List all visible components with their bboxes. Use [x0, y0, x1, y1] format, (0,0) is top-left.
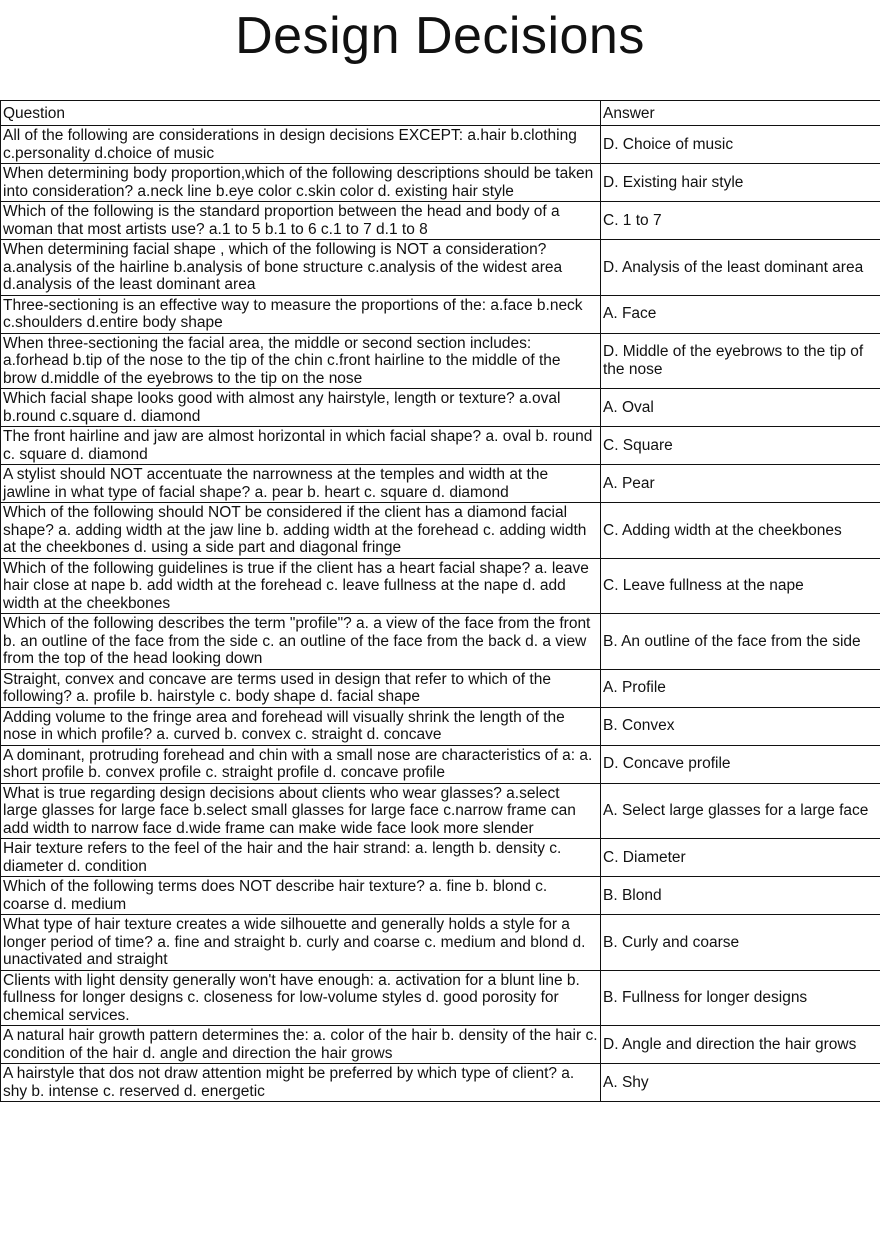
answer-cell: C. Leave fullness at the nape: [601, 558, 880, 614]
answer-cell: A. Select large glasses for a large face: [601, 783, 880, 839]
table-row: [1, 295, 880, 333]
question-cell: Which of the following describes the term "profile"? a. a view of the face from the front b. an outline of the face from the side c. an outline of the face from the back d. a view from the top of the head looking down: [1, 614, 601, 670]
question-cell: What type of hair texture creates a wide silhouette and generally holds a style for a longer period of time? a. fine and straight b. curly and coarse c. medium and blond d. unactivated and straight: [1, 915, 601, 971]
answer-cell: B. Curly and coarse: [601, 915, 880, 971]
table-row: [1, 240, 880, 296]
answer-cell: C. Square: [601, 427, 880, 465]
table-row: [1, 389, 880, 427]
page-title: Design Decisions: [235, 7, 645, 65]
table-row: [1, 164, 880, 202]
answer-cell: A. Profile: [601, 669, 880, 707]
answer-cell: B. An outline of the face from the side: [601, 614, 880, 670]
table-row: [1, 614, 880, 670]
question-cell: When three-sectioning the facial area, the middle or second section includes: a.forhead b.tip of the nose to the tip of the chin c.front hairline to the middle of the brow d.middle of the eyebrows to the tip on the nose: [1, 333, 601, 389]
answer-cell: B. Convex: [601, 707, 880, 745]
table-row: [1, 126, 880, 164]
question-cell: Clients with light density generally won't have enough: a. activation for a blunt line b. fullness for longer designs c. closeness for low-volume styles d. good porosity for chemical services.: [1, 970, 601, 1026]
answer-cell: A. Pear: [601, 465, 880, 503]
question-cell: Which of the following should NOT be considered if the client has a diamond facial shape? a. adding width at the jaw line b. adding width at the forehead c. adding width at the cheekbones d. using a side part and diagonal fringe: [1, 503, 601, 559]
question-cell: A stylist should NOT accentuate the narrowness at the temples and width at the jawline in what type of facial shape? a. pear b. heart c. square d. diamond: [1, 465, 601, 503]
question-cell: A natural hair growth pattern determines the: a. color of the hair b. density of the hair c. condition of the hair d. angle and direction the hair grows: [1, 1026, 601, 1064]
question-cell: Adding volume to the fringe area and forehead will visually shrink the length of the nose in which profile? a. curved b. convex c. straight d. concave: [1, 707, 601, 745]
answer-cell: C. Adding width at the cheekbones: [601, 503, 880, 559]
table-row: [1, 707, 880, 745]
question-cell: What is true regarding design decisions about clients who wear glasses? a.select large glasses for large face b.select small glasses for large face c.narrow frame can add width to narrow face d.wide frame can make wide face look more slender: [1, 783, 601, 839]
question-cell: Straight, convex and concave are terms used in design that refer to which of the following? a. profile b. hairstyle c. body shape d. facial shape: [1, 669, 601, 707]
question-cell: When determining body proportion,which of the following descriptions should be taken into consideration? a.neck line b.eye color c.skin color d. existing hair style: [1, 164, 601, 202]
question-cell: When determining facial shape , which of the following is NOT a consideration? a.analysis of the hairline b.analysis of bone structure c.analysis of the widest area d.analysis of the least dominant area: [1, 240, 601, 296]
question-cell: Which of the following guidelines is true if the client has a heart facial shape? a. leave hair close at nape b. add width at the forehead c. leave fullness at the nape d. add width at the cheekbones: [1, 558, 601, 614]
table-row: [1, 783, 880, 839]
table-row: [1, 970, 880, 1026]
question-cell: Hair texture refers to the feel of the hair and the hair strand: a. length b. density c. diameter d. condition: [1, 839, 601, 877]
question-cell: All of the following are considerations in design decisions EXCEPT: a.hair b.clothing c.personality d.choice of music: [1, 126, 601, 164]
answer-cell: A. Shy: [601, 1064, 880, 1102]
table-row: [1, 333, 880, 389]
table-row: [1, 669, 880, 707]
answer-cell: D. Angle and direction the hair grows: [601, 1026, 880, 1064]
answer-cell: D. Middle of the eyebrows to the tip of the nose: [601, 333, 880, 389]
table-row: [1, 465, 880, 503]
question-cell: The front hairline and jaw are almost horizontal in which facial shape? a. oval b. round c. square d. diamond: [1, 427, 601, 465]
answer-cell: A. Face: [601, 295, 880, 333]
table-row: [1, 915, 880, 971]
table-row: [1, 877, 880, 915]
question-cell: Which of the following terms does NOT describe hair texture? a. fine b. blond c. coarse d. medium: [1, 877, 601, 915]
table-row: [1, 1026, 880, 1064]
answer-cell: A. Oval: [601, 389, 880, 427]
table-row: [1, 503, 880, 559]
answer-cell: B. Fullness for longer designs: [601, 970, 880, 1026]
answer-cell: D. Existing hair style: [601, 164, 880, 202]
table-row: [1, 558, 880, 614]
answer-column-header: Answer: [601, 101, 880, 126]
question-cell: A dominant, protruding forehead and chin with a small nose are characteristics of a: a. short profile b. convex profile c. straight profile d. concave profile: [1, 745, 601, 783]
table-body: [1, 126, 880, 1102]
table-row: [1, 202, 880, 240]
table-row: [1, 745, 880, 783]
question-cell: Which facial shape looks good with almost any hairstyle, length or texture? a.oval b.round c.square d. diamond: [1, 389, 601, 427]
question-cell: Three-sectioning is an effective way to measure the proportions of the: a.face b.neck c.shoulders d.entire body shape: [1, 295, 601, 333]
question-column-header: Question: [1, 101, 601, 126]
answer-cell: D. Concave profile: [601, 745, 880, 783]
question-cell: Which of the following is the standard proportion between the head and body of a woman that most artists use? a.1 to 5 b.1 to 6 c.1 to 7 d.1 to 8: [1, 202, 601, 240]
question-cell: A hairstyle that dos not draw attention might be preferred by which type of client? a. shy b. intense c. reserved d. energetic: [1, 1064, 601, 1102]
table-row: [1, 1064, 880, 1102]
answer-cell: D. Choice of music: [601, 126, 880, 164]
table-row: [1, 839, 880, 877]
table-row: [1, 427, 880, 465]
answer-cell: C. Diameter: [601, 839, 880, 877]
table-header-row: [1, 101, 880, 126]
answer-cell: D. Analysis of the least dominant area: [601, 240, 880, 296]
answer-cell: C. 1 to 7: [601, 202, 880, 240]
qa-table: [0, 100, 880, 1102]
answer-cell: B. Blond: [601, 877, 880, 915]
